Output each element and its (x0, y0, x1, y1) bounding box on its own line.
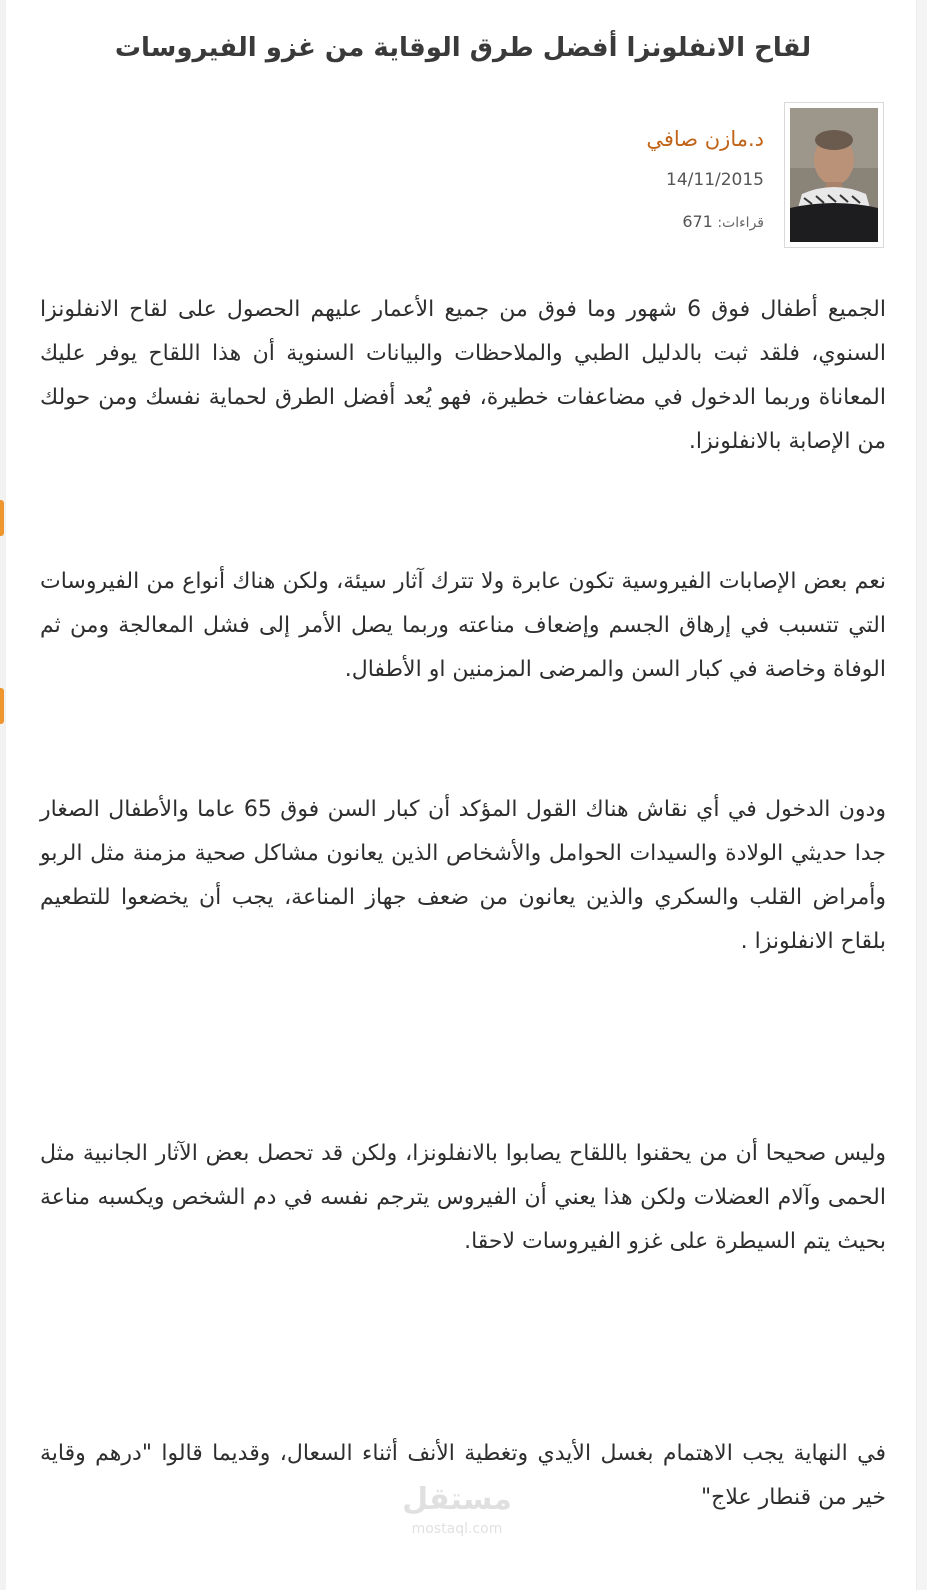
article-paragraph: الجميع أطفال فوق 6 شهور وما فوق من جميع الأعمار عليهم الحصول على لقاح الانفلونزا السنوي، فلقد ثبت بالدليل الطبي والملاحظات والبيانات السنوية أن هذا اللقاح يوفر عليك المعاناة وربما الدخول في مضاعفات خطيرة، فهو يُعد أفضل الطرق لحماية نفسك ومن حولك من الإصابة بالانفلونزا. (40, 297, 887, 454)
edge-accent-marker (0, 500, 4, 536)
mostaql-watermark (392, 1480, 522, 1550)
author-name[interactable]: د.مازن صافي (646, 127, 764, 151)
left-border (0, 0, 6, 1590)
edge-accent-marker (0, 688, 4, 724)
read-count (682, 210, 764, 235)
article-title: لقاح الانفلونزا أفضل طرق الوقاية من غزو الفيروسات (114, 33, 812, 63)
author-avatar[interactable] (784, 102, 884, 248)
author-photo-icon (790, 108, 878, 242)
article-paragraph: في النهاية يجب الاهتمام بغسل الأيدي وتغطية الأنف أثناء السعال، وقديما قالوا "درهم وقاية خير من قنطار علاج" (40, 1441, 886, 1510)
watermark-logo: مستقل (402, 1482, 512, 1517)
right-scrollbar-track (916, 0, 927, 1590)
article-paragraph: نعم بعض الإصابات الفيروسية تكون عابرة ولا تترك آثار سيئة، ولكن هناك أنواع من الفيروسات التي تتسبب في إرهاق الجسم وإضعاف مناعته وربما يصل الأمر إلى فشل المعالجة ومن ثم الوفاة وخاصة في كبار السن والمرضى المزمنين او الأطفال. (40, 569, 886, 682)
article-paragraph: ودون الدخول في أي نقاش هناك القول المؤكد أن كبار السن فوق 65 عاما والأطفال الصغار جدا حديثي الولادة والسيدات الحوامل والأشخاص الذين يعانون مشاكل صحية مزمنة مثل الربو وأمراض القلب والسكري والذين يعانون من ضعف جهاز المناعة، يجب أن يخضعوا للتطعيم بلقاح الانفلونزا . (40, 797, 886, 954)
watermark-domain: mostaql.com (411, 1521, 503, 1537)
reads-count: 671 (682, 212, 713, 231)
author-block (566, 102, 886, 248)
reads-label: قراءات: (717, 215, 764, 231)
publish-date: 14/11/2015 (666, 170, 764, 190)
article-paragraph: وليس صحيحا أن من يحقنوا باللقاح يصابوا بالانفلونزا، ولكن قد تحصل بعض الآثار الجانبية مثل الحمى وآلام العضلات ولكن هذا يعني أن الفيروس يترجم نفسه في دم الشخص ويكسبه مناعة بحيث يتم السيطرة على غزو الفيروسات لاحقا. (40, 1141, 886, 1254)
